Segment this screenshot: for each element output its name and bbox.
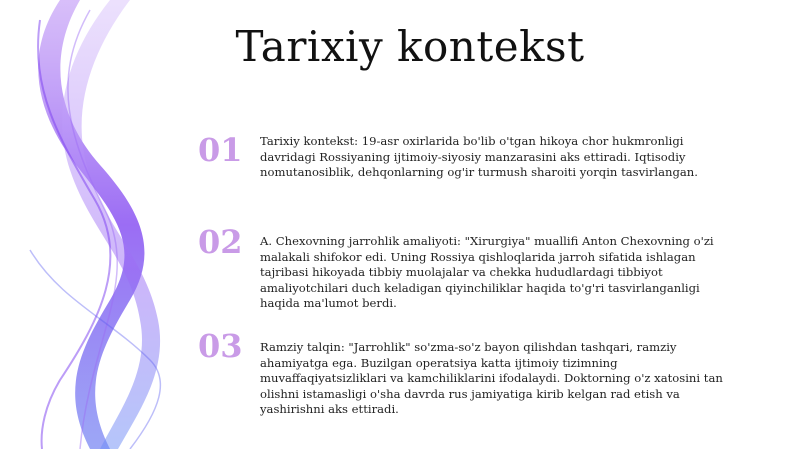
- item-text: Ramziy talqin: "Jarrohlik" so'zma-so'z bayon qilishdan tashqari, ramziy ahamiyatga ega. Buzilgan operatsiya katta ijtimoiy tizimning muvaffaqiyatsizliklari va kamchiliklarini ifodalaydi. Doktorning o'z xatosini tan olishni istamasligi o'sha davrda rus jamiyatiga kirib kelgan rad etish va yashirishni aks ettiradi.: [260, 340, 723, 416]
- item-number: 01: [198, 131, 243, 169]
- item-text: A. Chexovning jarrohlik amaliyoti: "Xirurgiya" muallifi Anton Chexovning o'zi malakali shifokor edi. Uning Rossiya qishloqlarida jarroh sifatida ishlagan tajribasi hikoyada tibbiy muolajalar va chekka hududlardagi tibbiyot amaliyotchilari duch keladigan qiyinchiliklar haqida to'g'ri tasvirlanganligi haqida ma'lumot berdi.: [260, 234, 714, 310]
- item-number: 03: [198, 327, 243, 365]
- list-item: [198, 223, 738, 314]
- item-text: Tarixiy kontekst: 19-asr oxirlarida bo'lib o'tgan hikoya chor hukmronligi davridagi Rossiyaning ijtimoiy-siyosiy manzarasini aks ettiradi. Iqtisodiy nomutanosiblik, dehqonlarning og'ir turmush sharoiti yorqin tasvirlangan.: [260, 134, 698, 179]
- list-item: [198, 327, 738, 416]
- list-item: [198, 131, 738, 194]
- purple-wave-ribbon-icon: [0, 0, 200, 449]
- item-number: 02: [198, 223, 243, 261]
- slide-title: Tarixiy kontekst: [235, 22, 585, 71]
